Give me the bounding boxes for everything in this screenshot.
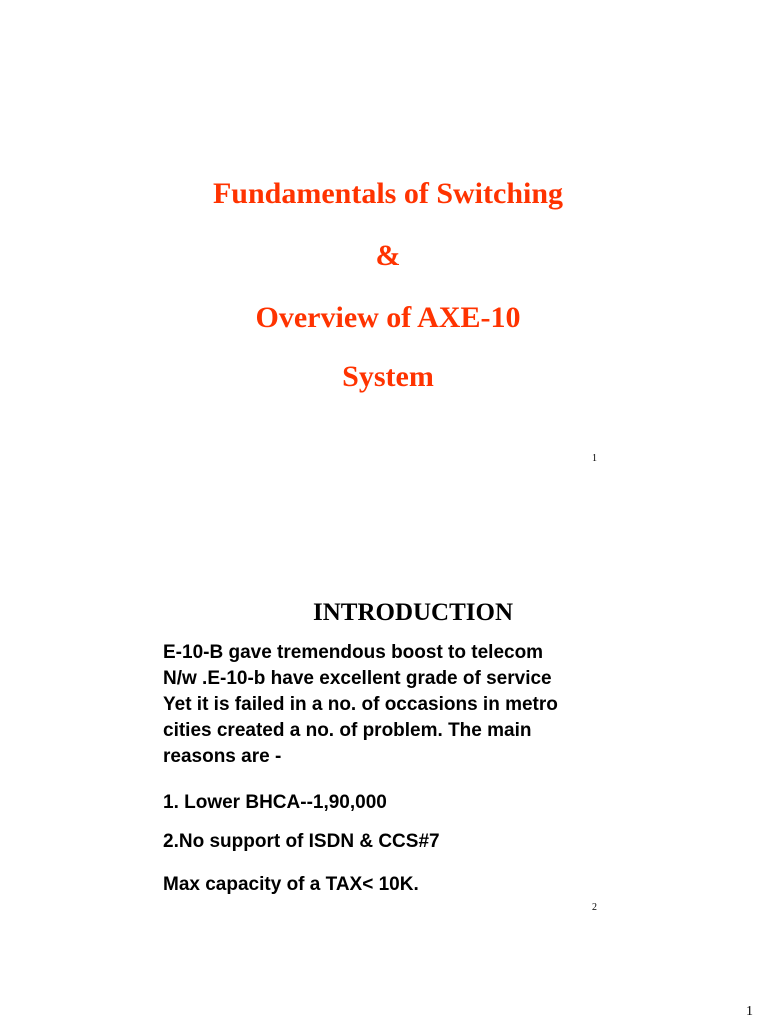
intro-paragraph — [163, 640, 763, 770]
point-1: 1. Lower BHCA--1,90,000 — [163, 792, 387, 813]
paragraph-line: reasons are - — [163, 746, 282, 767]
slide-number-2: 2 — [592, 902, 597, 913]
slide-number-1: 1 — [592, 453, 597, 464]
point-2: 2.No support of ISDN & CCS#7 — [163, 831, 440, 852]
paragraph-line: E-10-B gave tremendous boost to telecom — [163, 642, 544, 663]
title-line-2: & — [375, 239, 401, 272]
title-line-4: System — [342, 360, 434, 393]
title-line-1: Fundamentals of Switching — [212, 177, 564, 210]
paragraph-line: N/w .E-10-b have excellent grade of service — [163, 668, 552, 689]
title-line-3: Overview of AXE-10 — [255, 301, 521, 334]
intro-heading: INTRODUCTION — [312, 599, 514, 626]
paragraph-line: Yet it is failed in a no. of occasions in metro — [163, 694, 558, 715]
paragraph-line: cities created a no. of problem. The main — [163, 720, 532, 741]
page-number: 1 — [746, 1004, 753, 1019]
point-3: Max capacity of a TAX< 10K. — [163, 874, 419, 895]
